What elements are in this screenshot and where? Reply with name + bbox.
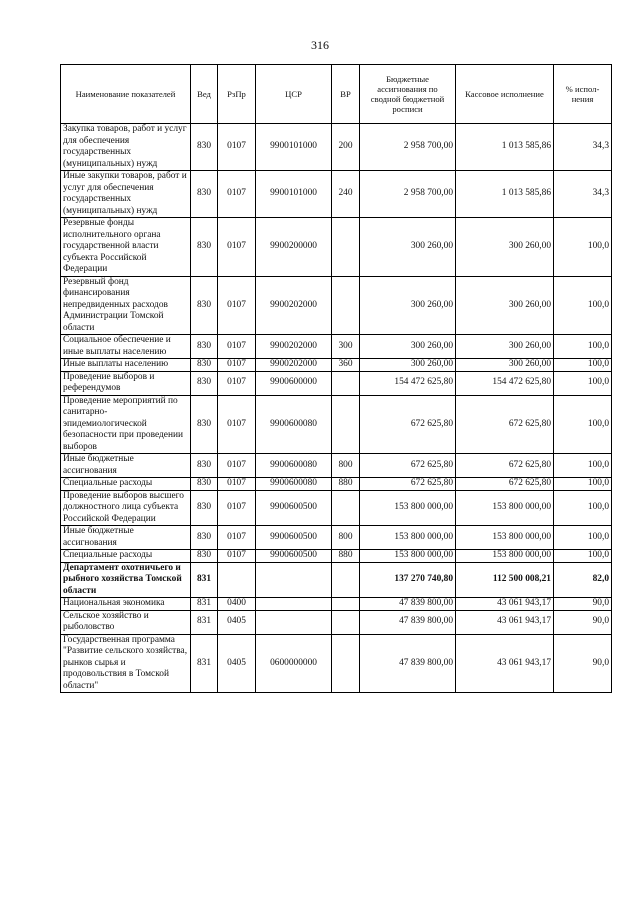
cell-budget: 672 625,80 [360, 478, 456, 491]
cell-percent: 34,3 [554, 171, 612, 218]
cell-budget: 300 260,00 [360, 218, 456, 277]
cell-rzpr: 0107 [218, 218, 256, 277]
cell-cash: 153 800 000,00 [456, 550, 554, 563]
table-row [61, 124, 612, 171]
cell-csr: 9900202000 [256, 335, 332, 359]
cell-vr: 360 [332, 359, 360, 372]
cell-rzpr [218, 562, 256, 598]
table-row [61, 490, 612, 526]
cell-csr: 9900101000 [256, 124, 332, 171]
header-csr: ЦСР [256, 65, 332, 124]
table-row [61, 359, 612, 372]
table-row [61, 550, 612, 563]
cell-name: Резервные фонды исполнительного органа государственной власти субъекта Российской Федерации [61, 218, 191, 277]
cell-rzpr: 0107 [218, 478, 256, 491]
cell-csr: 0600000000 [256, 634, 332, 693]
cell-rzpr: 0405 [218, 634, 256, 693]
header-rzpr: РзПр [218, 65, 256, 124]
cell-ved: 830 [191, 335, 218, 359]
table-row [61, 598, 612, 611]
cell-vr: 800 [332, 454, 360, 478]
cell-budget: 153 800 000,00 [360, 550, 456, 563]
cell-csr: 9900200000 [256, 218, 332, 277]
cell-cash: 1 013 585,86 [456, 124, 554, 171]
cell-csr: 9900600080 [256, 454, 332, 478]
cell-rzpr: 0107 [218, 454, 256, 478]
cell-name: Специальные расходы [61, 478, 191, 491]
cell-ved: 831 [191, 598, 218, 611]
cell-ved: 831 [191, 610, 218, 634]
cell-cash: 300 260,00 [456, 359, 554, 372]
cell-budget: 2 958 700,00 [360, 171, 456, 218]
cell-rzpr: 0107 [218, 335, 256, 359]
cell-csr: 9900600080 [256, 478, 332, 491]
cell-csr: 9900600500 [256, 490, 332, 526]
cell-cash: 300 260,00 [456, 218, 554, 277]
table-row [61, 335, 612, 359]
cell-vr: 240 [332, 171, 360, 218]
cell-cash: 153 800 000,00 [456, 526, 554, 550]
cell-name: Проведение мероприятий по санитарно-эпидемиологической безопасности при проведении выборов [61, 395, 191, 454]
cell-ved: 830 [191, 490, 218, 526]
cell-name: Департамент охотничьего и рыбного хозяйства Томской области [61, 562, 191, 598]
cell-csr: 9900202000 [256, 359, 332, 372]
cell-name: Иные выплаты населению [61, 359, 191, 372]
cell-rzpr: 0107 [218, 395, 256, 454]
cell-name: Закупка товаров, работ и услуг для обеспечения государственных (муниципальных) нужд [61, 124, 191, 171]
cell-percent: 100,0 [554, 550, 612, 563]
cell-budget: 2 958 700,00 [360, 124, 456, 171]
table-row [61, 454, 612, 478]
cell-csr: 9900600500 [256, 550, 332, 563]
cell-name: Социальное обеспечение и иные выплаты населению [61, 335, 191, 359]
cell-ved: 830 [191, 171, 218, 218]
cell-ved: 830 [191, 124, 218, 171]
table-row [61, 371, 612, 395]
cell-cash: 672 625,80 [456, 454, 554, 478]
cell-rzpr: 0107 [218, 171, 256, 218]
cell-vr [332, 395, 360, 454]
cell-name: Иные бюджетные ассигнования [61, 526, 191, 550]
header-percent: % испол-нения [554, 65, 612, 124]
cell-budget: 154 472 625,80 [360, 371, 456, 395]
cell-vr: 880 [332, 478, 360, 491]
cell-vr [332, 598, 360, 611]
cell-csr: 9900600000 [256, 371, 332, 395]
cell-name: Государственная программа "Развитие сельского хозяйства, рынков сырья и продовольствия в Томской области" [61, 634, 191, 693]
cell-cash: 43 061 943,17 [456, 634, 554, 693]
table-row [61, 478, 612, 491]
cell-percent: 90,0 [554, 598, 612, 611]
cell-rzpr: 0107 [218, 526, 256, 550]
cell-rzpr: 0107 [218, 371, 256, 395]
cell-rzpr: 0400 [218, 598, 256, 611]
header-vr: ВР [332, 65, 360, 124]
table-row [61, 171, 612, 218]
cell-ved: 830 [191, 359, 218, 372]
cell-vr [332, 634, 360, 693]
cell-rzpr: 0107 [218, 490, 256, 526]
cell-percent: 34,3 [554, 124, 612, 171]
cell-cash: 43 061 943,17 [456, 598, 554, 611]
cell-percent: 100,0 [554, 478, 612, 491]
cell-rzpr: 0107 [218, 359, 256, 372]
table-header-row [61, 65, 612, 124]
cell-budget: 672 625,80 [360, 395, 456, 454]
cell-name: Иные бюджетные ассигнования [61, 454, 191, 478]
cell-vr: 200 [332, 124, 360, 171]
cell-ved: 831 [191, 634, 218, 693]
cell-rzpr: 0107 [218, 550, 256, 563]
table-row [61, 276, 612, 335]
cell-budget: 300 260,00 [360, 276, 456, 335]
cell-ved: 830 [191, 276, 218, 335]
cell-vr: 880 [332, 550, 360, 563]
cell-ved: 831 [191, 562, 218, 598]
cell-cash: 300 260,00 [456, 335, 554, 359]
header-cash: Кассовое исполнение [456, 65, 554, 124]
cell-cash: 43 061 943,17 [456, 610, 554, 634]
table-row [61, 395, 612, 454]
cell-cash: 153 800 000,00 [456, 490, 554, 526]
cell-budget: 153 800 000,00 [360, 490, 456, 526]
cell-cash: 300 260,00 [456, 276, 554, 335]
cell-percent: 100,0 [554, 526, 612, 550]
cell-cash: 112 500 008,21 [456, 562, 554, 598]
cell-vr [332, 562, 360, 598]
cell-name: Проведение выборов высшего должностного лица субъекта Российской Федерации [61, 490, 191, 526]
cell-percent: 90,0 [554, 610, 612, 634]
cell-ved: 830 [191, 526, 218, 550]
cell-cash: 672 625,80 [456, 478, 554, 491]
cell-vr [332, 218, 360, 277]
cell-csr [256, 562, 332, 598]
cell-budget: 137 270 740,80 [360, 562, 456, 598]
budget-execution-table [60, 64, 612, 693]
cell-budget: 300 260,00 [360, 335, 456, 359]
cell-percent: 82,0 [554, 562, 612, 598]
cell-csr: 9900101000 [256, 171, 332, 218]
cell-name: Специальные расходы [61, 550, 191, 563]
header-name: Наименование показателей [61, 65, 191, 124]
cell-percent: 100,0 [554, 359, 612, 372]
table-row [61, 218, 612, 277]
cell-vr [332, 610, 360, 634]
cell-name: Проведение выборов и референдумов [61, 371, 191, 395]
page-number: 316 [311, 38, 329, 52]
cell-rzpr: 0107 [218, 276, 256, 335]
cell-budget: 672 625,80 [360, 454, 456, 478]
cell-percent: 100,0 [554, 371, 612, 395]
cell-name: Национальная экономика [61, 598, 191, 611]
cell-percent: 100,0 [554, 276, 612, 335]
table-row [61, 634, 612, 693]
cell-vr [332, 371, 360, 395]
cell-percent: 100,0 [554, 335, 612, 359]
cell-cash: 1 013 585,86 [456, 171, 554, 218]
cell-csr: 9900600500 [256, 526, 332, 550]
header-ved: Вед [191, 65, 218, 124]
cell-percent: 100,0 [554, 218, 612, 277]
cell-percent: 100,0 [554, 395, 612, 454]
cell-budget: 153 800 000,00 [360, 526, 456, 550]
cell-csr [256, 610, 332, 634]
cell-cash: 154 472 625,80 [456, 371, 554, 395]
cell-csr: 9900600080 [256, 395, 332, 454]
cell-percent: 90,0 [554, 634, 612, 693]
cell-budget: 47 839 800,00 [360, 634, 456, 693]
cell-ved: 830 [191, 371, 218, 395]
cell-percent: 100,0 [554, 490, 612, 526]
cell-budget: 300 260,00 [360, 359, 456, 372]
cell-ved: 830 [191, 218, 218, 277]
cell-csr [256, 598, 332, 611]
cell-cash: 672 625,80 [456, 395, 554, 454]
cell-vr: 300 [332, 335, 360, 359]
table-row [61, 610, 612, 634]
cell-ved: 830 [191, 478, 218, 491]
cell-vr: 800 [332, 526, 360, 550]
cell-vr [332, 490, 360, 526]
cell-ved: 830 [191, 454, 218, 478]
cell-rzpr: 0107 [218, 124, 256, 171]
cell-vr [332, 276, 360, 335]
cell-name: Резервный фонд финансирования непредвиденных расходов Администрации Томской области [61, 276, 191, 335]
cell-budget: 47 839 800,00 [360, 610, 456, 634]
cell-budget: 47 839 800,00 [360, 598, 456, 611]
cell-rzpr: 0405 [218, 610, 256, 634]
cell-name: Сельское хозяйство и рыболовство [61, 610, 191, 634]
cell-ved: 830 [191, 550, 218, 563]
cell-csr: 9900202000 [256, 276, 332, 335]
table-row [61, 562, 612, 598]
cell-percent: 100,0 [554, 454, 612, 478]
header-budget: Бюджетные ассигнования по сводной бюджетной росписи [360, 65, 456, 124]
table-row [61, 526, 612, 550]
cell-name: Иные закупки товаров, работ и услуг для обеспечения государственных (муниципальных) нужд [61, 171, 191, 218]
cell-ved: 830 [191, 395, 218, 454]
